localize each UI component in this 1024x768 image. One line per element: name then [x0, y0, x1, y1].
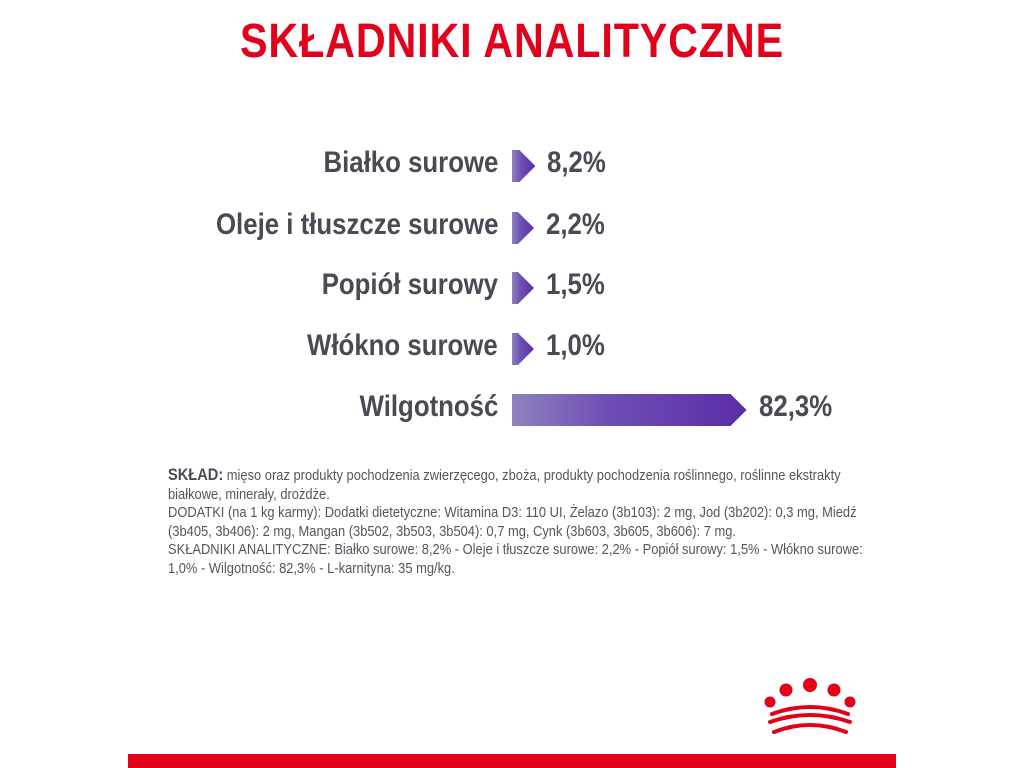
value-label: 2,2% — [546, 208, 605, 241]
bar — [512, 212, 534, 244]
bar — [512, 150, 535, 182]
category-label: Wilgotność — [359, 390, 498, 423]
category-label: Popiół surowy — [321, 268, 498, 301]
composition-text — [168, 465, 863, 578]
composition-ingredients-text: mięso oraz produkty pochodzenia zwierzęcego, zboża, produkty pochodzenia roślinnego, roślinne ekstrakty białkowe, minerały, drożdże. — [168, 467, 841, 503]
footer-line — [128, 754, 896, 768]
bar — [512, 394, 747, 426]
bar — [512, 333, 534, 365]
value-label: 8,2% — [547, 146, 607, 179]
composition-ingredients — [168, 466, 866, 504]
royal-canin-crown-icon — [758, 676, 862, 740]
composition-additives: DODATKI (na 1 kg karmy): Dodatki dietetyczne: Witamina D3: 110 UI, Żelazo (3b103): 2 mg, Jod (3b202): 0,3 mg, Miedź (3b405, 3b406): 2 mg, Mangan (3b502, 3b503, 3b504): 0,7 mg, Cynk (3b603, 3b605, 3b606): 7 mg. — [168, 504, 857, 540]
bar — [512, 272, 534, 304]
page-title: SKŁADNIKI ANALITYCZNE — [240, 15, 784, 68]
category-label: Włókno surowe — [307, 329, 498, 362]
category-label: Białko surowe — [323, 146, 498, 179]
value-label: 1,5% — [546, 268, 605, 301]
value-label: 1,0% — [546, 329, 605, 362]
composition-analytical: SKŁADNIKI ANALITYCZNE: Białko surowe: 8,2% - Oleje i tłuszcze surowe: 2,2% - Popiół surowy: 1,5% - Włókno surowe: 1,0% - Wilgotność: 82,3% - L-karnityna: 35 mg/kg. — [168, 541, 863, 577]
composition-heading: SKŁAD: — [168, 465, 224, 484]
category-label: Oleje i tłuszcze surowe — [215, 208, 498, 241]
value-label: 82,3% — [758, 390, 832, 423]
